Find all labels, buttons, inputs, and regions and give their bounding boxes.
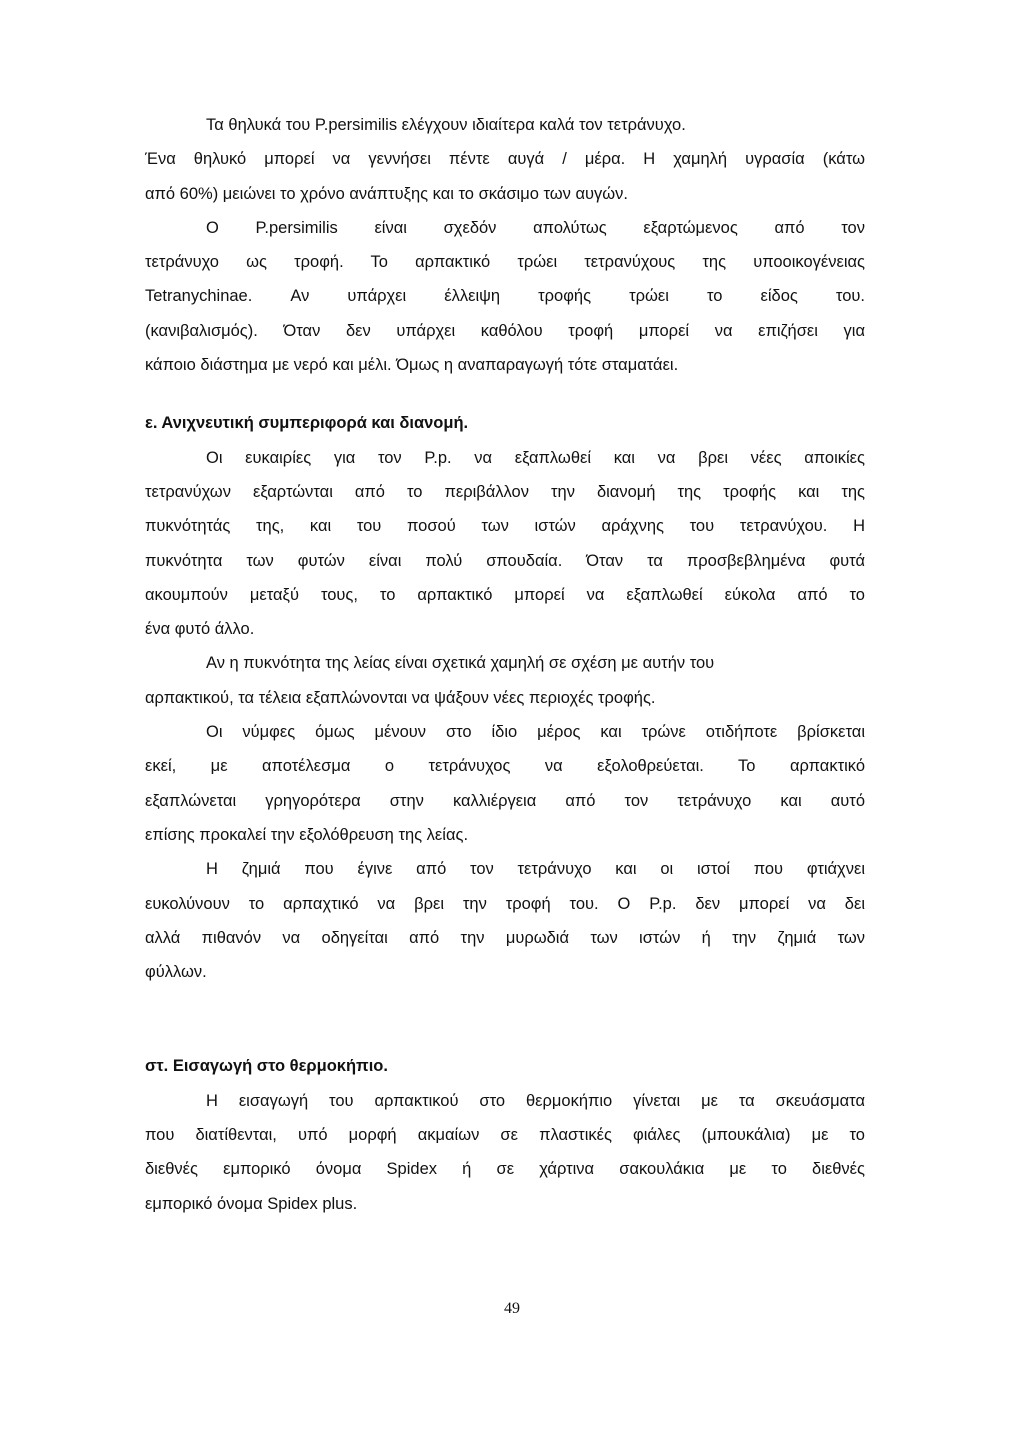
section-heading: στ. Εισαγωγή στο θερμοκήπιο. bbox=[145, 1057, 388, 1076]
section-e bbox=[145, 406, 865, 989]
text-line: Οι ευκαιρίες για τον P.p. να εξαπλωθεί και να βρει νέες αποικίες bbox=[206, 448, 865, 467]
text-line: επίσης προκαλεί την εξολόθρευση της λείας. bbox=[145, 825, 469, 844]
text-line: Ένα θηλυκό μπορεί να γεννήσει πέντε αυγά / μέρα. Η χαμηλή υγρασία (κάτω bbox=[145, 150, 865, 169]
text-line: Αν η πυκνότητα της λείας είναι σχετικά χαμηλή σε σχέση με αυτήν του bbox=[206, 654, 715, 673]
text-line: ευκολύνουν το αρπαχτικό να βρει την τροφή του. Ο P.p. δεν μπορεί να δει bbox=[145, 894, 865, 913]
text-line: τετράνυχο ως τροφή. Το αρπακτικό τρώει τετρανύχους της υποοικογένειας bbox=[145, 253, 865, 272]
text-line: εξαπλώνεται γρηγορότερα στην καλλιέργεια από τον τετράνυχο και αυτό bbox=[145, 791, 865, 810]
text-line: Η εισαγωγή του αρπακτικού στο θερμοκήπιο γίνεται με τα σκευάσματα bbox=[206, 1091, 865, 1110]
text-line: φύλλων. bbox=[145, 963, 207, 982]
section-st bbox=[145, 1049, 865, 1220]
text-line: κάποιο διάστημα με νερό και μέλι. Όμως η αναπαραγωγή τότε σταματάει. bbox=[145, 356, 679, 375]
text-line: αρπακτικού, τα τέλεια εξαπλώνονται να ψάξουν νέες περιοχές τροφής. bbox=[145, 688, 656, 707]
page-number: 49 bbox=[504, 1300, 520, 1317]
text-line: (κανιβαλισμός). Όταν δεν υπάρχει καθόλου τροφή μπορεί να επιζήσει για bbox=[145, 321, 865, 340]
text-line: πυκνότητάς της, και του ποσού των ιστών αράχνης του τετρανύχου. Η bbox=[145, 517, 865, 536]
text-line: διεθνές εμπορικό όνομα Spidex ή σε χάρτινα σακουλάκια με το διεθνές bbox=[145, 1160, 865, 1179]
text-line: Τα θηλυκά του P.persimilis ελέγχουν ιδιαίτερα καλά τον τετράνυχο. bbox=[206, 116, 686, 134]
text-line: από 60%) μειώνει το χρόνο ανάπτυξης και το σκάσιμο των αυγών. bbox=[145, 184, 628, 203]
text-line: αλλά πιθανόν να οδηγείται από την μυρωδιά των ιστών ή την ζημιά των bbox=[145, 928, 865, 947]
text-line: ακουμπούν μεταξύ τους, το αρπακτικό μπορεί να εξαπλωθεί εύκολα από το bbox=[145, 585, 865, 604]
text-line: που διατίθενται, υπό μορφή ακμαίων σε πλαστικές φιάλες (μπουκάλια) με το bbox=[145, 1126, 865, 1145]
text-line: εκεί, με αποτέλεσμα ο τετράνυχος να εξολοθρεύεται. Το αρπακτικό bbox=[145, 757, 865, 776]
text-line: πυκνότητα των φυτών είναι πολύ σπουδαία. Όταν τα προσβεβλημένα φυτά bbox=[145, 551, 865, 570]
text-line: τετρανύχων εξαρτώνται από το περιβάλλον την διανομή της τροφής και της bbox=[145, 482, 865, 501]
section-heading: ε. Ανιχνευτική συμπεριφορά και διανομή. bbox=[145, 414, 469, 433]
page-body bbox=[145, 108, 865, 1221]
text-line: Οι νύμφες όμως μένουν στο ίδιο μέρος και τρώνε οτιδήποτε βρίσκεται bbox=[206, 723, 865, 742]
text-line: Η ζημιά που έγινε από τον τετράνυχο και οι ιστοί που φτιάχνει bbox=[206, 860, 865, 879]
text-line: Ο P.persimilis είναι σχεδόν απολύτως εξαρτώμενος από τον bbox=[206, 218, 865, 237]
text-line: ένα φυτό άλλο. bbox=[145, 620, 255, 639]
text-line: Tetranychinae. Αν υπάρχει έλλειψη τροφής τρώει το είδος του. bbox=[145, 287, 865, 306]
text-line: εμπορικό όνομα Spidex plus. bbox=[145, 1194, 358, 1213]
paragraph-persimilis bbox=[145, 108, 865, 382]
